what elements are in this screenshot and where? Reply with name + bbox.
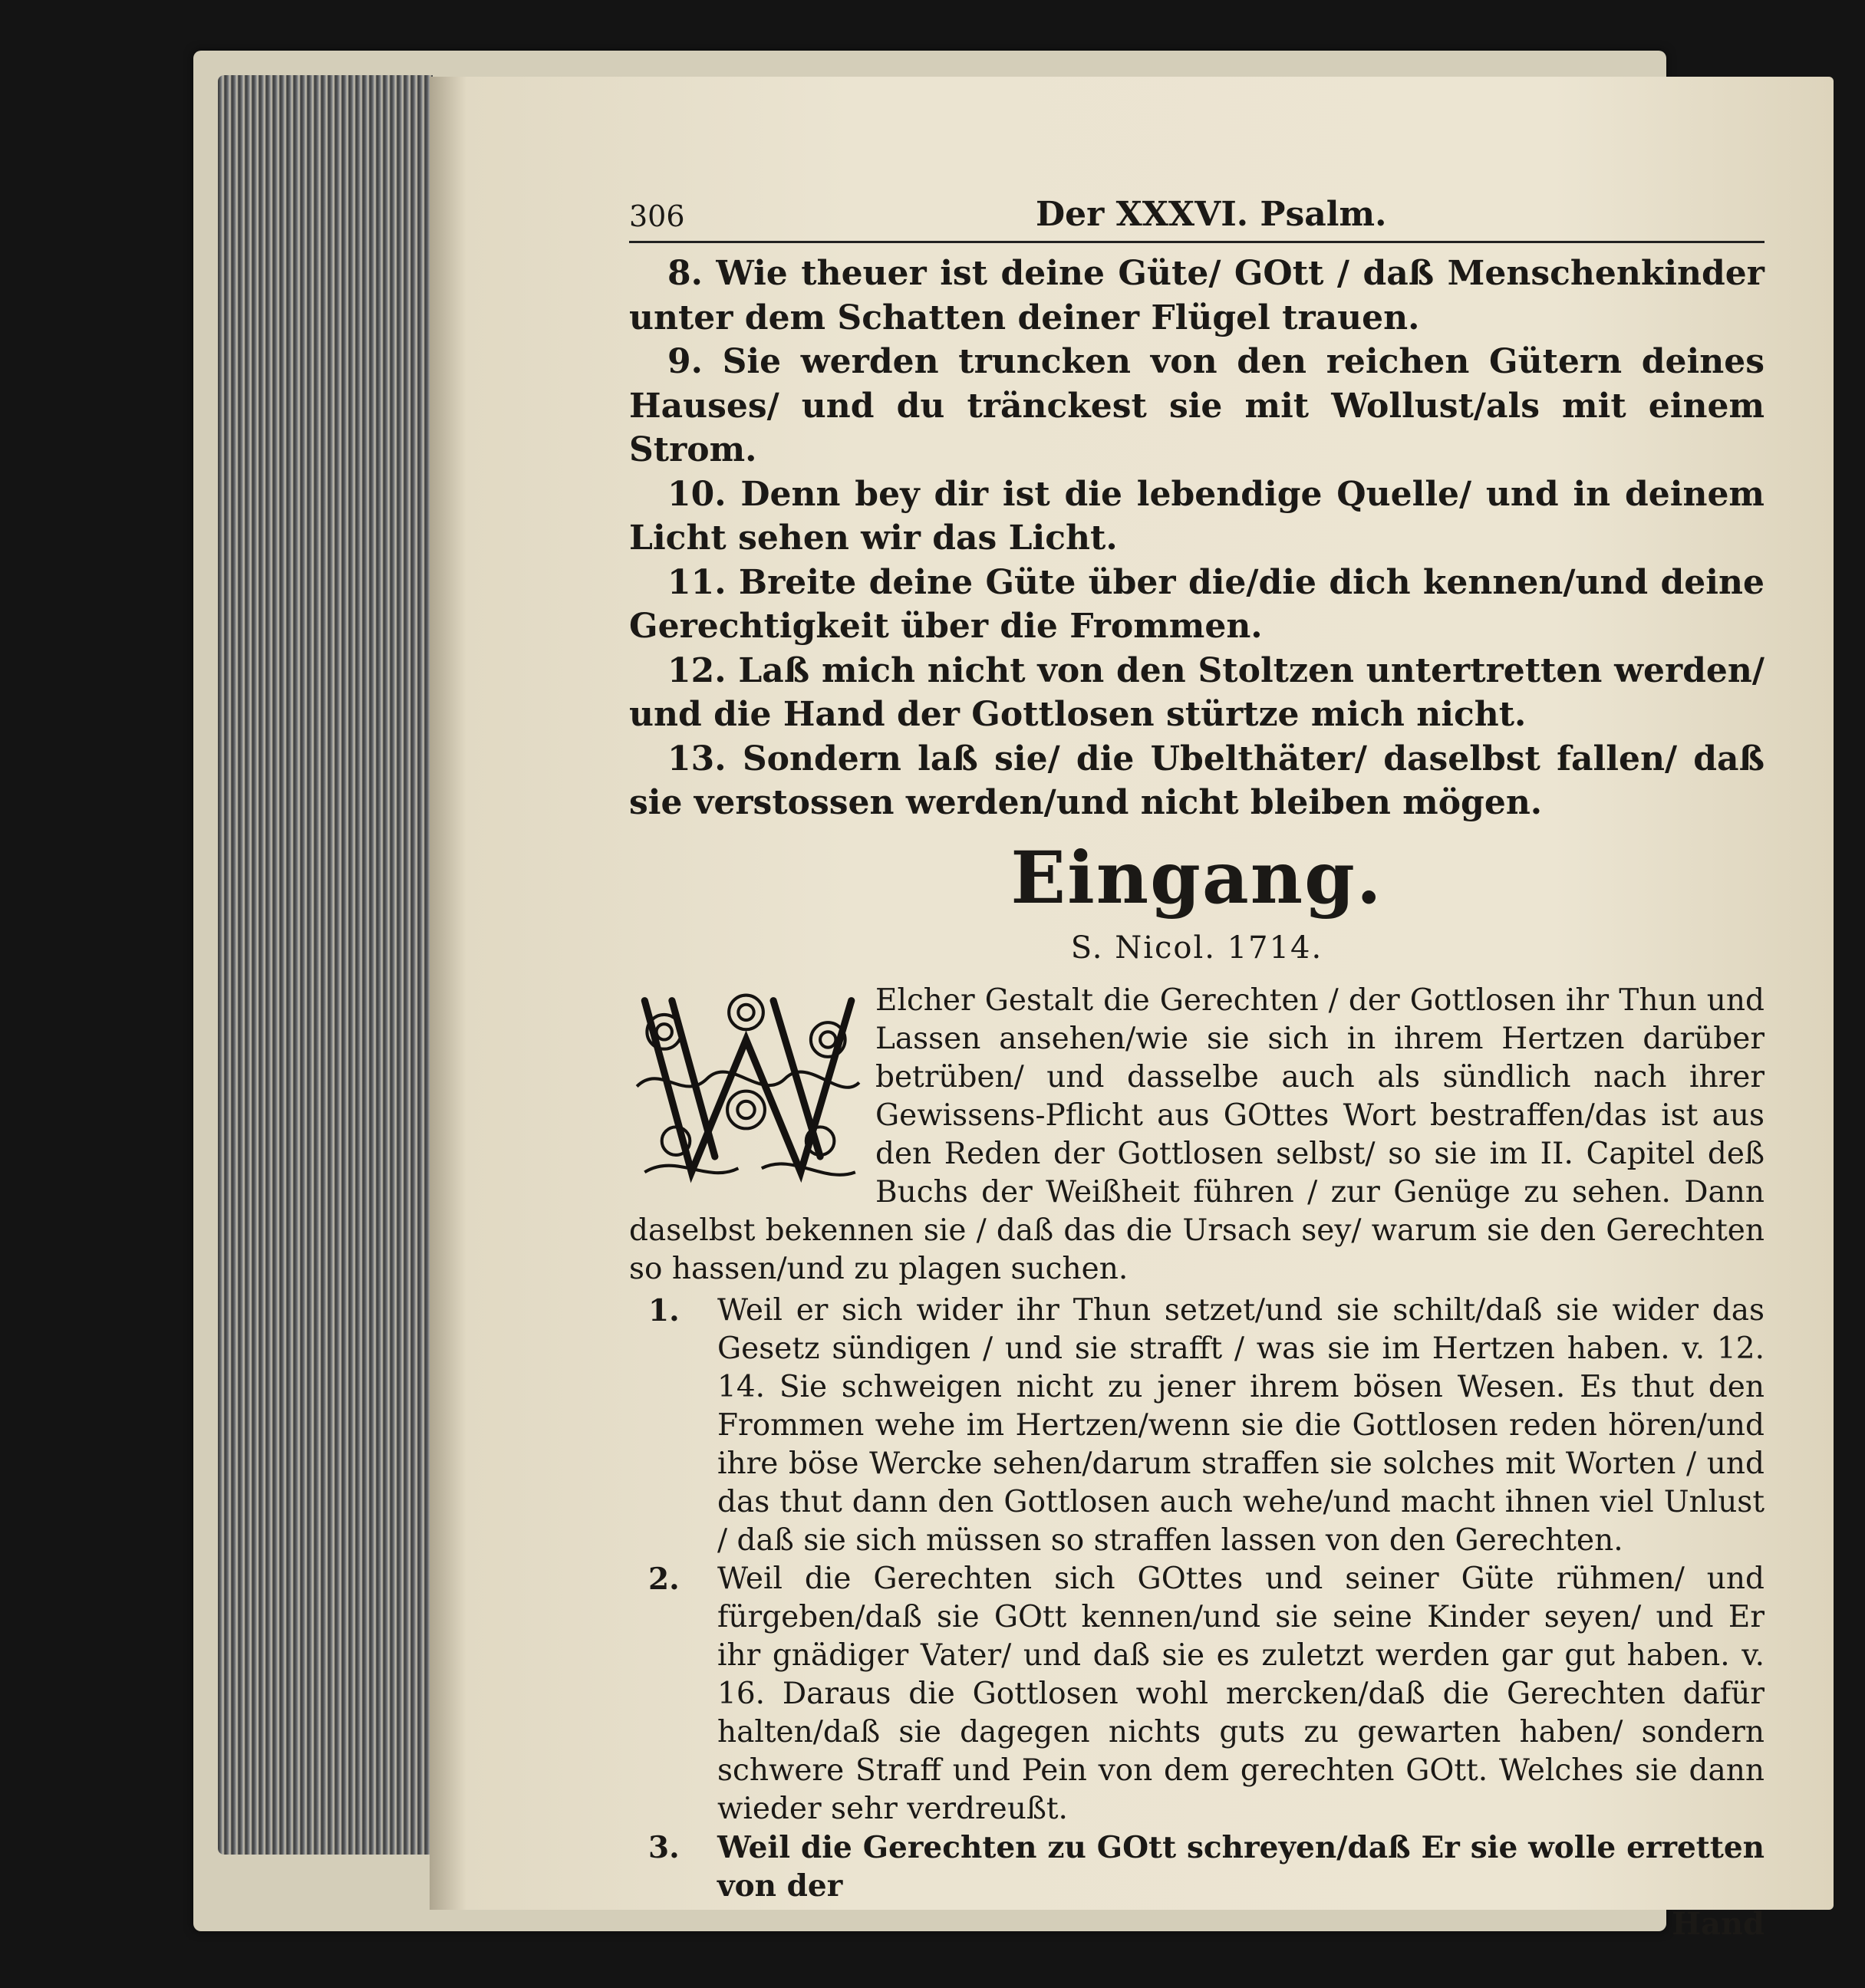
intro-paragraph: Elcher Gestalt die Gerechten / der Gottlosen ihr Thun und Lassen ansehen/wie sie sich in ihrem Hertzen darüber betrüben/ und dasselbe auch als sündlich nach ihrer Gewissens-Pflicht aus GOttes Wort bestraffen/das ist aus den Reden der Gottlosen selbst/ so sie im II. Capitel deß Buchs der Weißheit führen / zur Genüge zu sehen. Dann daselbst bekennen sie / daß das die Ursach sey/ warum sie den Gerechten so hassen/und zu plagen suchen. [629, 982, 1765, 1286]
verse: 12. Laß mich nicht von den Stoltzen untertretten werden/ und die Hand der Gottlosen stürtze mich nicht. [629, 650, 1765, 734]
verse: 9. Sie werden truncken von den reichen Gütern deines Hauses/ und du tränckest sie mit Wollust/als mit einem Strom. [629, 342, 1765, 469]
decorated-initial-w-icon [629, 985, 863, 1188]
list-item: 1. Weil er sich wider ihr Thun setzet/und sie schilt/daß sie wider das Gesetz sündigen / und sie strafft / was sie im Hertzen haben. v. 12. 14. Sie schweigen nicht zu jener ihrem bösen Wesen. Es thut den Frommen wehe im Hertzen/wenn sie die Gottlosen reden hören/und ihre böse Wercke sehen/darum straffen sie solches mit Worten / und das thut dann den Gottlosen auch wehe/und macht ihnen viel Unlust / daß sie sich müssen so straffen lassen von den Gerechten. [648, 1292, 1765, 1558]
dateline: S. Nicol. 1714. [1070, 930, 1323, 966]
list-item: 2. Weil die Gerechten sich GOttes und seiner Güte rühmen/ und fürgeben/daß sie GOtt kennen/und sie seine Kinder seyen/ und Er ihr gnädiger Vater/ und daß sie es zuletzt werden gar gut haben. v. 16. Daraus die Gottlosen wohl mercken/daß die Gerechten dafür halten/daß sie dagegen nichts guts zu gewarten haben/ sondern schwere Straff und Pein von dem gerechten GOtt. Welches sie dann wieder sehr verdreußt. [648, 1561, 1765, 1826]
verse: 11. Breite deine Güte über die/die dich kennen/und deine Gerechtigkeit über die Frommen. [629, 562, 1765, 646]
running-head: Der XXXVI. Psalm. [1036, 195, 1387, 234]
list-item: 3. Weil die Gerechten zu GOtt schreyen/daß Er sie wolle erretten von der [648, 1829, 1765, 1904]
numbered-list [629, 1292, 1765, 1905]
psalm-verses [629, 252, 1765, 825]
catchword: Hand [1672, 1905, 1765, 1942]
section-heading: Eingang. [1010, 835, 1383, 920]
book-page [430, 77, 1834, 1942]
page-number: 306 [629, 199, 685, 233]
verse: 13. Sondern laß sie/ die Ubelthäter/ daselbst fallen/ daß sie verstossen werden/und nicht bleiben mögen. [629, 739, 1765, 822]
page-edges [218, 75, 433, 1855]
header-rule [629, 241, 1765, 243]
text-block [629, 192, 1765, 1944]
verse: 10. Denn bey dir ist die lebendige Quelle/ und in deinem Licht sehen wir das Licht. [629, 474, 1765, 558]
verse: 8. Wie theuer ist deine Güte/ GOtt / daß Menschenkinder unter dem Schatten deiner Flügel trauen. [629, 254, 1765, 337]
page-gutter-shadow [430, 77, 466, 1910]
page-header [629, 192, 1765, 239]
